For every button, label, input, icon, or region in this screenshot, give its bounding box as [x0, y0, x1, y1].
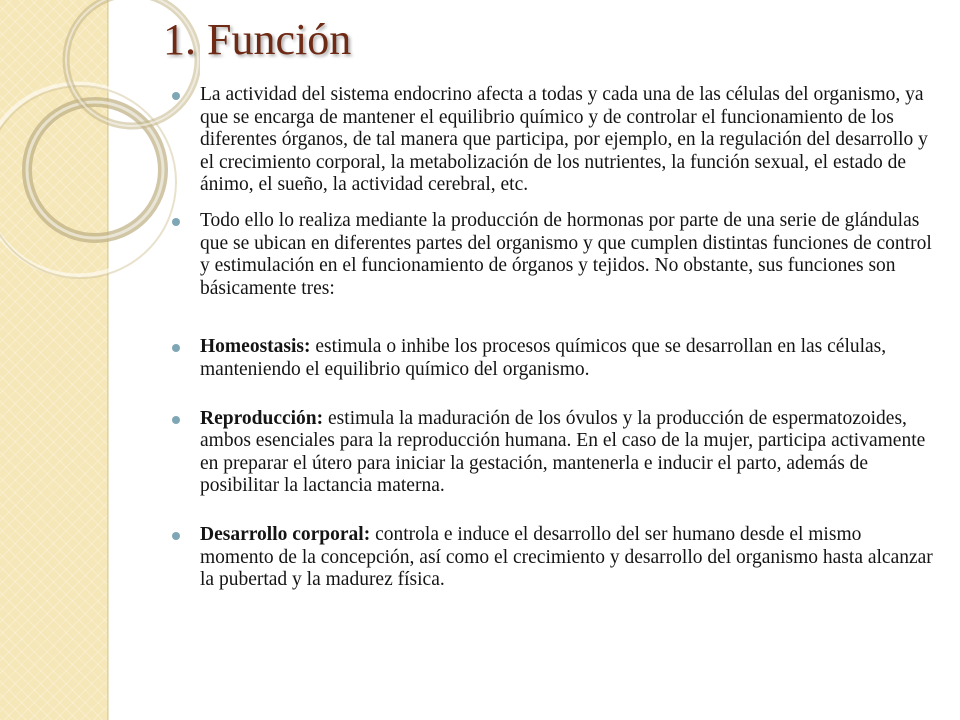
bullet-text: La actividad del sistema endocrino afecta a todas y cada una de las células del organismo, ya que se encarga de mantener el equilibrio químico y de controlar el funcionamiento de los diferentes órganos, de tal manera que participa, por ejemplo, en la regulación del desarrollo y el crecimiento corporal, la metabolización de los nutrientes, la función sexual, el estado de ánimo, el sueño, la actividad cerebral, etc. — [200, 84, 928, 196]
bullet-term: Desarrollo corporal: — [200, 523, 371, 545]
list-item — [200, 408, 936, 498]
bullet-list — [200, 84, 936, 592]
list-item — [200, 336, 936, 381]
bullet-term: Homeostasis: — [200, 336, 311, 358]
bullet-text: estimula la maduración de los óvulos y la producción de espermatozoides, ambos esenciales para la reproducción humana. En el caso de la mujer, participa activamente en preparar el útero para iniciar la gestación, mantenerla e inducir el parto, además de posibilitar la lactancia materna. — [200, 407, 926, 497]
page-title: 1. Función — [163, 15, 352, 64]
bullet-text: controla e induce el desarrollo del ser humano desde el mismo momento de la concepción, así como el crecimiento y desarrollo del organismo hasta alcanzar la pubertad y la madurez física. — [200, 523, 933, 591]
bullet-text: estimula o inhibe los procesos químicos que se desarrollan en las células, manteniendo el equilibrio químico del organismo. — [200, 336, 887, 380]
bullet-term: Reproducción: — [200, 407, 324, 429]
list-item — [200, 210, 936, 300]
bullet-text: Todo ello lo realiza mediante la producción de hormonas por parte de una serie de glándulas que se ubican en diferentes partes del organismo y que cumplen distintas funciones de control y estimulación en el funcionamiento de órganos y tejidos. No obstante, sus funciones son básicamente tres: — [200, 209, 932, 299]
list-item — [200, 524, 936, 592]
list-item — [200, 84, 936, 197]
